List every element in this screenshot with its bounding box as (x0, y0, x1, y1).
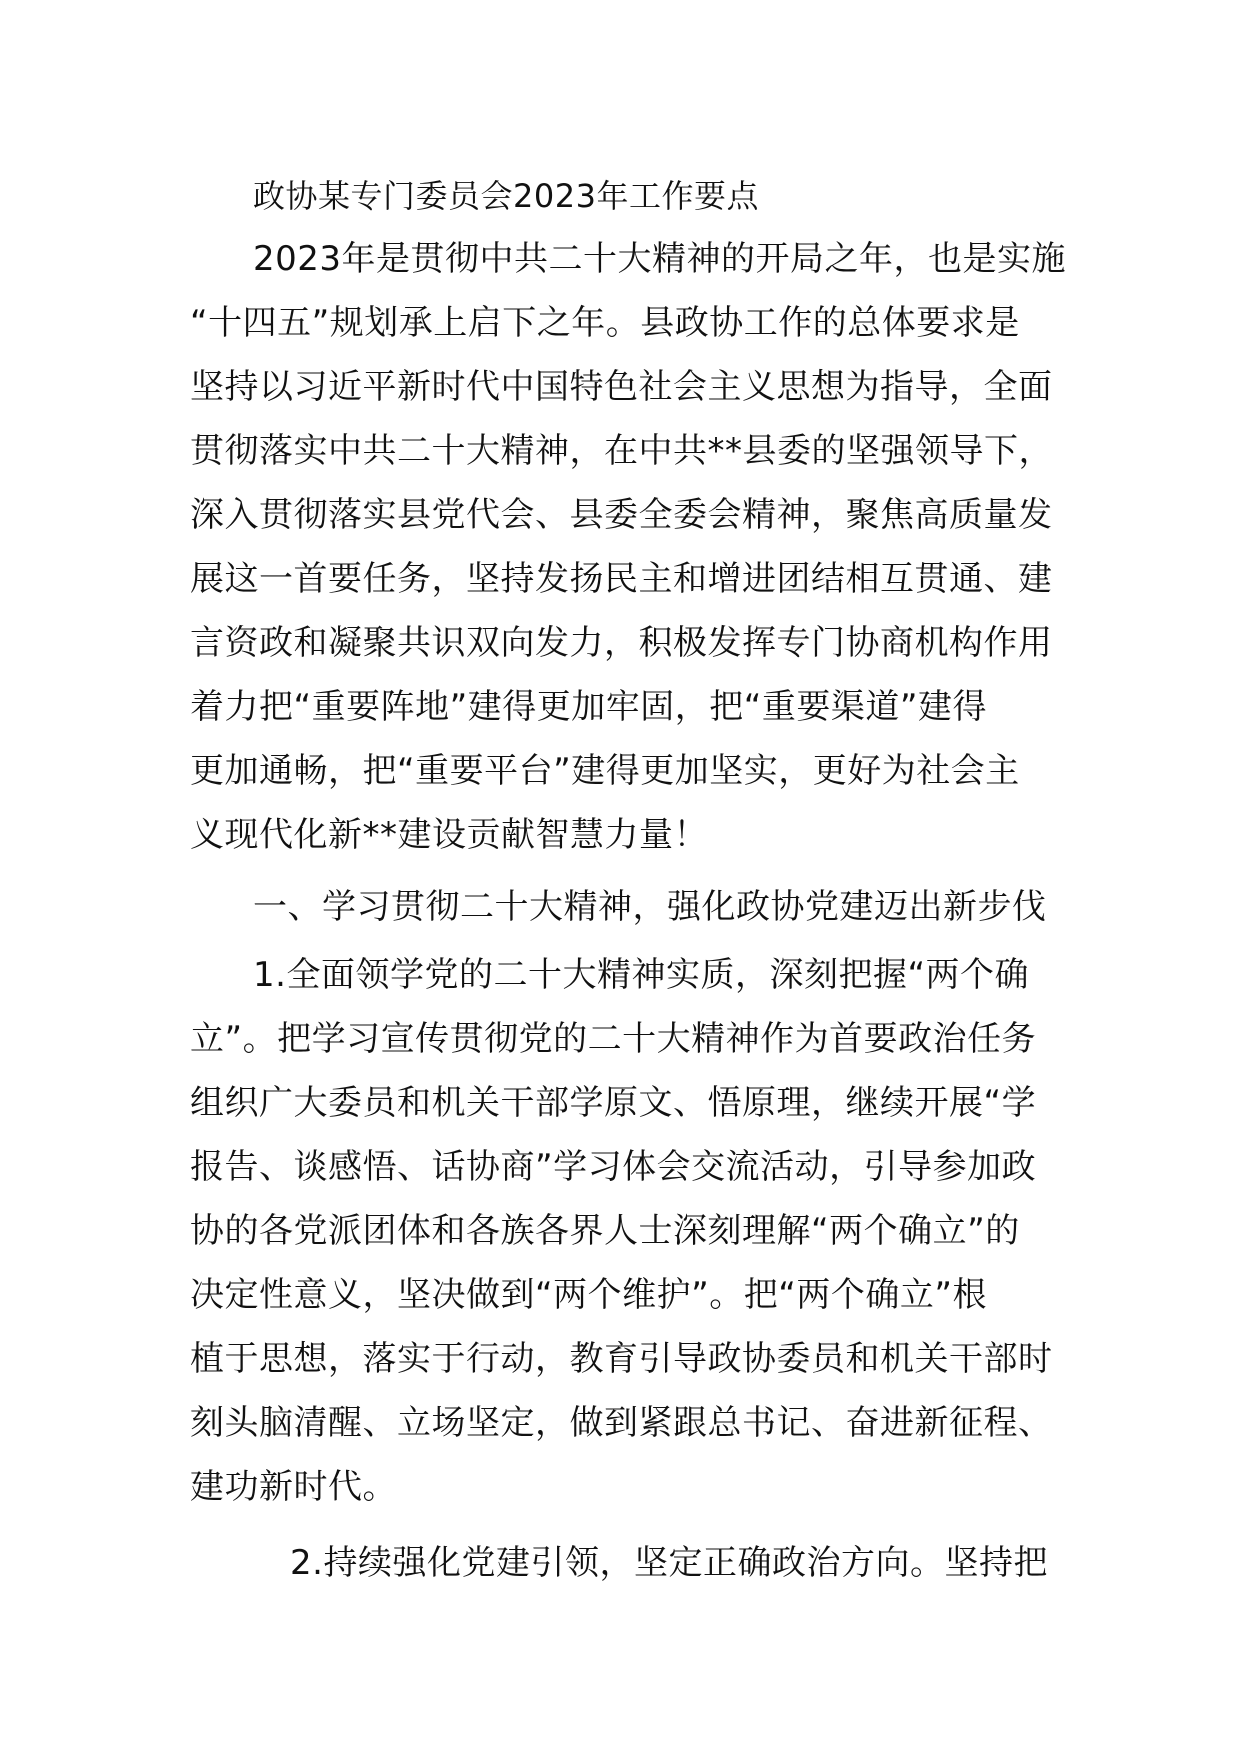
item-1-line: 刻头脑清醒、立场坚定，做到紧跟总书记、奋进新征程、 (190, 1403, 1053, 1443)
item-1-line: 植于思想，落实于行动，教育引导政协委员和机关干部时 (190, 1339, 1053, 1379)
item-1-line: 决定性意义，坚决做到“两个维护”。把“两个确立”根 (190, 1275, 987, 1315)
intro-line: 贯彻落实中共二十大精神，在中共**县委的坚强领导下， (190, 431, 1053, 471)
intro-line: “十四五”规划承上启下之年。县政协工作的总体要求是 (190, 303, 1020, 343)
item-1-line: 1.全面领学党的二十大精神实质，深刻把握“两个确 (253, 955, 1030, 995)
item-1-line: 报告、谈感悟、话协商”学习体会交流活动，引导参加政 (190, 1147, 1037, 1187)
section-heading: 一、学习贯彻二十大精神，强化政协党建迈出新步伐 (253, 887, 1047, 927)
intro-line: 2023年是贯彻中共二十大精神的开局之年，也是实施 (253, 239, 1067, 279)
item-1-line: 立”。把学习宣传贯彻党的二十大精神作为首要政治任务 (190, 1019, 1037, 1059)
document-title: 政协某专门委员会2023年工作要点 (253, 177, 759, 215)
item-1-line: 建功新时代。 (190, 1467, 397, 1507)
intro-line: 展这一首要任务，坚持发扬民主和增进团结相互贯通、建 (190, 559, 1053, 599)
intro-line: 深入贯彻落实县党代会、县委全委会精神，聚焦高质量发 (190, 495, 1053, 535)
intro-line: 坚持以习近平新时代中国特色社会主义思想为指导，全面 (190, 367, 1053, 407)
item-1-line: 组织广大委员和机关干部学原文、悟原理，继续开展“学 (190, 1083, 1037, 1123)
item-2-line: 2.持续强化党建引领，坚定正确政治方向。坚持把 (290, 1543, 1048, 1583)
intro-line: 义现代化新**建设贡献智慧力量！ (190, 815, 708, 855)
intro-line: 更加通畅，把“重要平台”建得更加坚实，更好为社会主 (190, 751, 1020, 791)
item-1-line: 协的各党派团体和各族各界人士深刻理解“两个确立”的 (190, 1211, 1020, 1251)
intro-line: 言资政和凝聚共识双向发力，积极发挥专门协商机构作用 (190, 623, 1053, 663)
intro-line: 着力把“重要阵地”建得更加牢固，把“重要渠道”建得 (190, 687, 987, 727)
